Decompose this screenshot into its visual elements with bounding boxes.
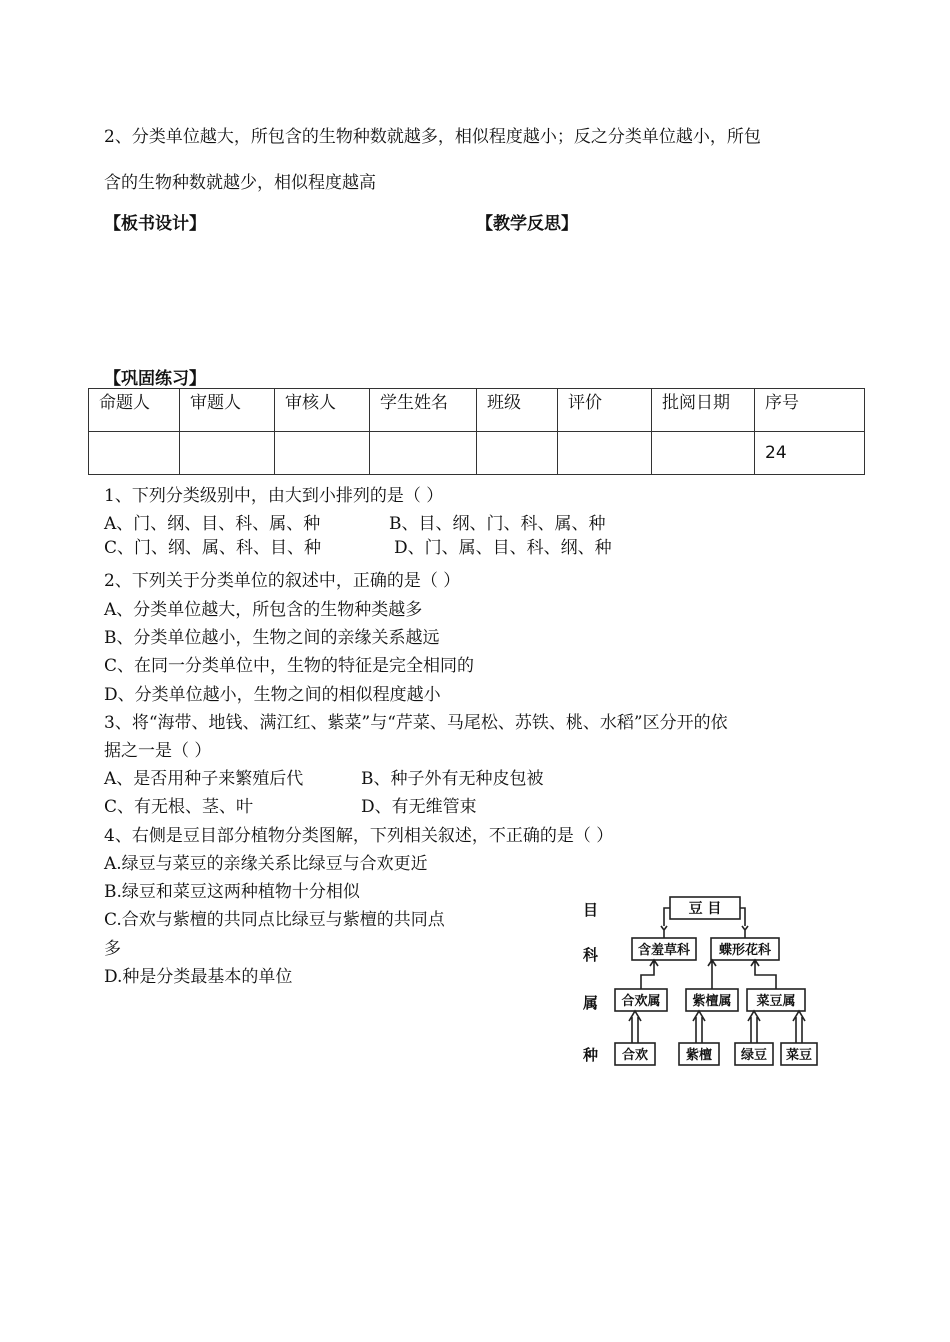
rank-label: 科 <box>583 946 599 964</box>
col-header: 审核人 <box>275 389 370 432</box>
table-cell <box>89 432 180 475</box>
col-header: 学生姓名 <box>370 389 477 432</box>
col-header: 批阅日期 <box>652 389 755 432</box>
col-header: 序号 <box>755 389 865 432</box>
q2-option-b: B、分类单位越小，生物之间的亲缘关系越远 <box>104 628 440 648</box>
species-label: 紫檀 <box>685 1048 713 1063</box>
q1-option-b: B、目、纲、门、科、属、种 <box>389 514 606 534</box>
q4-option-a: A.绿豆与菜豆的亲缘关系比绿豆与合欢更近 <box>104 854 428 874</box>
q1-option-c: C、门、纲、属、科、目、种 <box>104 538 322 558</box>
q4-stem: 4、右侧是豆目部分植物分类图解，下列相关叙述，不正确的是（ ） <box>104 826 614 846</box>
classification-diagram <box>575 890 865 1080</box>
teaching-reflection-heading: 【教学反思】 <box>476 214 578 234</box>
q1-stem: 1、下列分类级别中，由大到小排列的是（ ） <box>104 486 444 506</box>
q2-option-c: C、在同一分类单位中，生物的特征是完全相同的 <box>104 656 475 676</box>
info-table <box>88 388 865 475</box>
table-cell <box>558 432 652 475</box>
table-cell <box>275 432 370 475</box>
col-header: 命题人 <box>89 389 180 432</box>
q3-option-d: D、有无维管束 <box>361 797 477 817</box>
table-cell <box>370 432 477 475</box>
q4-option-d: D.种是分类最基本的单位 <box>104 967 293 987</box>
table-cell <box>180 432 275 475</box>
q3-stem-line-2: 据之一是（ ） <box>104 741 212 761</box>
q3-option-a: A、是否用种子来繁殖后代 <box>104 769 304 789</box>
species-label: 合欢 <box>621 1048 649 1063</box>
board-design-heading: 【板书设计】 <box>104 214 206 234</box>
q4-option-c-line-2: 多 <box>104 939 121 959</box>
table-header-row <box>89 389 865 432</box>
rank-label: 目 <box>583 901 599 919</box>
col-header: 审题人 <box>180 389 275 432</box>
col-header: 班级 <box>477 389 558 432</box>
table-value-row <box>89 432 865 475</box>
family-label: 含羞草科 <box>637 943 691 958</box>
q2-option-a: A、分类单位越大，所包含的生物种类越多 <box>104 600 423 620</box>
table-cell <box>652 432 755 475</box>
summary-line-1: 2、分类单位越大，所包含的生物种数就越多，相似程度越小；反之分类单位越小，所包 <box>104 127 761 147</box>
order-label: 豆 目 <box>688 901 722 917</box>
genus-label: 菜豆属 <box>756 994 796 1009</box>
q1-option-a: A、门、纲、目、科、属、种 <box>104 514 321 534</box>
q3-option-c: C、有无根、茎、叶 <box>104 797 254 817</box>
rank-label: 属 <box>583 994 599 1012</box>
genus-label: 合欢属 <box>621 994 661 1009</box>
q4-option-b: B.绿豆和菜豆这两种植物十分相似 <box>104 882 360 902</box>
q3-stem-line-1: 3、将“海带、地钱、满江红、紫菜”与“芹菜、马尾松、苏铁、桃、水稻”区分开的依 <box>104 713 728 733</box>
q3-option-b: B、种子外有无种皮包被 <box>361 769 544 789</box>
serial-number-value: 24 <box>755 432 865 475</box>
table-cell <box>477 432 558 475</box>
species-label: 菜豆 <box>785 1048 813 1063</box>
family-label: 蝶形花科 <box>718 943 772 958</box>
q1-option-d: D、门、属、目、科、纲、种 <box>394 538 612 558</box>
practice-heading: 【巩固练习】 <box>104 369 206 389</box>
species-label: 绿豆 <box>740 1048 768 1063</box>
genus-label: 紫檀属 <box>692 994 732 1009</box>
rank-label: 种 <box>583 1046 599 1064</box>
col-header: 评价 <box>558 389 652 432</box>
summary-line-2: 含的生物种数就越少，相似程度越高 <box>104 173 376 193</box>
q2-stem: 2、下列关于分类单位的叙述中，正确的是（ ） <box>104 571 461 591</box>
q2-option-d: D、分类单位越小，生物之间的相似程度越小 <box>104 685 441 705</box>
q4-option-c-line-1: C.合欢与紫檀的共同点比绿豆与紫檀的共同点 <box>104 910 445 930</box>
